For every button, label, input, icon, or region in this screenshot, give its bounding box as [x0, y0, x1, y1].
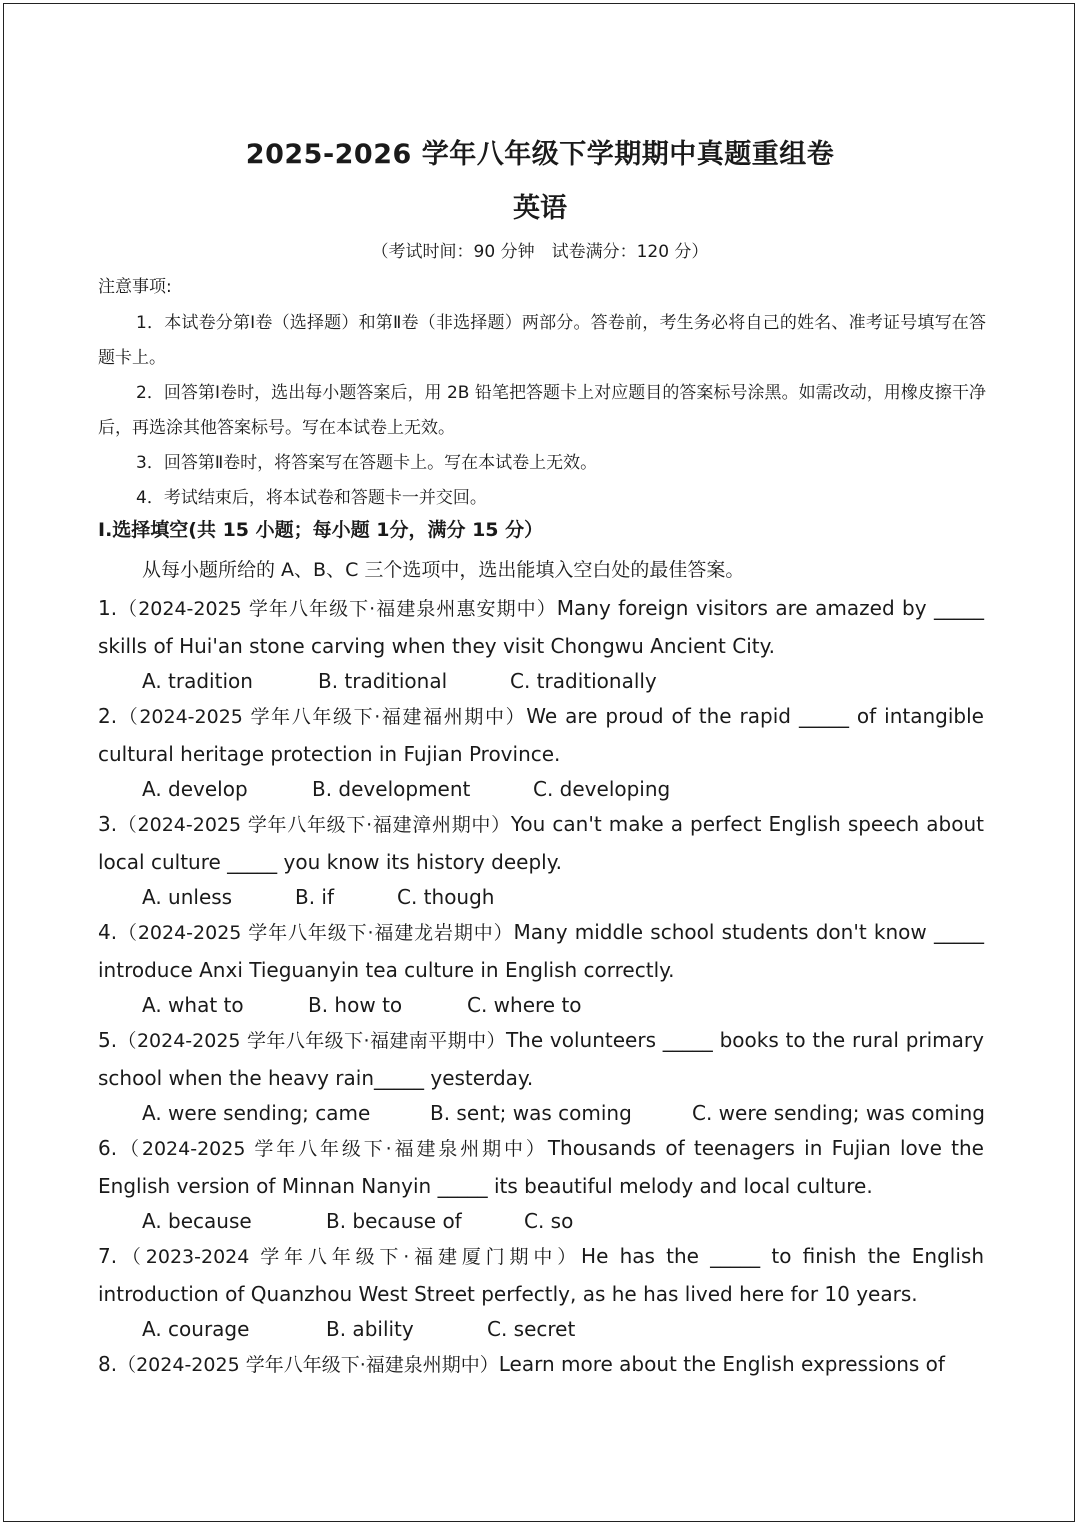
question-5: [98, 1022, 984, 1130]
notice-item: 3．回答第Ⅱ卷时，将答案写在答题卡上。写在本试卷上无效。: [136, 453, 598, 473]
question-number: 4.: [98, 920, 118, 944]
option-b: B. development: [312, 777, 471, 801]
question-options: [98, 664, 984, 698]
question-text: We are proud of the rapid _____ of intangible cultural heritage protection in Fujian Province.: [98, 704, 984, 766]
option-a: A. courage: [142, 1317, 250, 1341]
question-options: [98, 772, 984, 806]
option-a: A. were sending; came: [142, 1101, 371, 1125]
option-b: B. if: [295, 885, 335, 909]
question-text: He has the _____ to finish the English introduction of Quanzhou West Street perfectly, as he has lived here for 10 years.: [98, 1244, 984, 1306]
question-8: [98, 1346, 984, 1384]
question-number: 5.: [98, 1028, 118, 1052]
question-stem: [98, 806, 984, 880]
option-c: C. developing: [533, 777, 671, 801]
question-number: 6.: [98, 1136, 118, 1160]
question-source: （2024-2025 学年八年级下·福建福州期中）: [117, 706, 527, 728]
option-b: B. sent; was coming: [430, 1101, 632, 1125]
notice-list: [98, 306, 986, 516]
question-options: [98, 880, 984, 914]
option-b: B. traditional: [318, 669, 448, 693]
question-source: （2024-2025 学年八年级下·福建漳州期中）: [117, 814, 511, 836]
question-list: [98, 590, 984, 1384]
question-options: [98, 1204, 984, 1238]
question-source: （2024-2025 学年八年级下·福建龙岩期中）: [117, 922, 514, 944]
option-b: B. because of: [326, 1209, 462, 1233]
option-c: C. though: [397, 885, 495, 909]
option-a: A. because: [142, 1209, 252, 1233]
question-source: （2024-2025 学年八年级下·福建南平期中）: [117, 1030, 506, 1052]
subject-title: 英语: [513, 193, 567, 224]
option-b: B. how to: [308, 993, 403, 1017]
question-stem: [98, 1022, 984, 1096]
question-1: [98, 590, 984, 698]
notice-item: 2．回答第Ⅰ卷时，选出每小题答案后，用 2B 铅笔把答题卡上对应题目的答案标号涂黑。如需改动，用橡皮擦干净后，再选涂其他答案标号。写在本试卷上无效。: [98, 383, 986, 438]
question-text: Thousands of teenagers in Fujian love the English version of Minnan Nanyin _____ its beautiful melody and local culture.: [98, 1136, 984, 1198]
question-source: （2024-2025 学年八年级下·福建泉州惠安期中）: [117, 598, 557, 620]
option-a: A. tradition: [142, 669, 253, 693]
section-heading: Ⅰ.选择填空(共 15 小题；每小题 1分，满分 15 分）: [98, 519, 544, 541]
question-2: [98, 698, 984, 806]
option-a: A. what to: [142, 993, 244, 1017]
option-c: C. were sending; was coming: [692, 1101, 985, 1125]
section-instruction: 从每小题所给的 A、B、C 三个选项中，选出能填入空白处的最佳答案。: [142, 559, 745, 581]
question-text: Learn more about the English expressions of: [498, 1352, 945, 1376]
question-stem: [98, 914, 984, 988]
option-c: C. where to: [467, 993, 582, 1017]
option-c: C. traditionally: [510, 669, 657, 693]
question-stem: [98, 1346, 984, 1384]
question-stem: [98, 590, 984, 664]
question-number: 3.: [98, 812, 118, 836]
question-options: [98, 988, 984, 1022]
notice-heading: 注意事项:: [98, 277, 172, 297]
option-a: A. develop: [142, 777, 248, 801]
option-c: C. secret: [487, 1317, 576, 1341]
question-options: [98, 1312, 984, 1346]
exam-info: （考试时间：90 分钟 试卷满分：120 分）: [371, 242, 709, 262]
question-text: You can't make a perfect English speech about local culture _____ you know its history deeply.: [98, 812, 984, 874]
notice-item: 4．考试结束后，将本试卷和答题卡一并交回。: [136, 488, 487, 508]
option-c: C. so: [524, 1209, 574, 1233]
question-stem: [98, 1238, 984, 1312]
question-options: [98, 1096, 984, 1130]
question-text: The volunteers _____ books to the rural primary school when the heavy rain_____ yesterday.: [98, 1028, 984, 1090]
question-7: [98, 1238, 984, 1346]
question-stem: [98, 1130, 984, 1204]
question-6: [98, 1130, 984, 1238]
question-number: 2.: [98, 704, 118, 728]
question-number: 7.: [98, 1244, 118, 1268]
question-number: 8.: [98, 1352, 118, 1376]
question-text: Many middle school students don't know _____ introduce Anxi Tieguanyin tea culture in English correctly.: [98, 920, 984, 982]
question-source: （2023-2024 学年八年级下·福建厦门期中）: [117, 1246, 582, 1268]
question-number: 1.: [98, 596, 118, 620]
notice-item: 1．本试卷分第Ⅰ卷（选择题）和第Ⅱ卷（非选择题）两部分。答卷前，考生务必将自己的姓名、准考证号填写在答题卡上。: [98, 313, 986, 368]
question-source: （2024-2025 学年八年级下·福建泉州期中）: [117, 1354, 499, 1376]
question-3: [98, 806, 984, 914]
option-a: A. unless: [142, 885, 233, 909]
question-stem: [98, 698, 984, 772]
question-4: [98, 914, 984, 1022]
question-source: （2024-2025 学年八年级下·福建泉州期中）: [117, 1138, 548, 1160]
option-b: B. ability: [326, 1317, 414, 1341]
page-title: 2025-2026 学年八年级下学期期中真题重组卷: [245, 139, 835, 170]
question-text: Many foreign visitors are amazed by _____ skills of Hui'an stone carving when they visit Chongwu Ancient City.: [98, 596, 984, 658]
